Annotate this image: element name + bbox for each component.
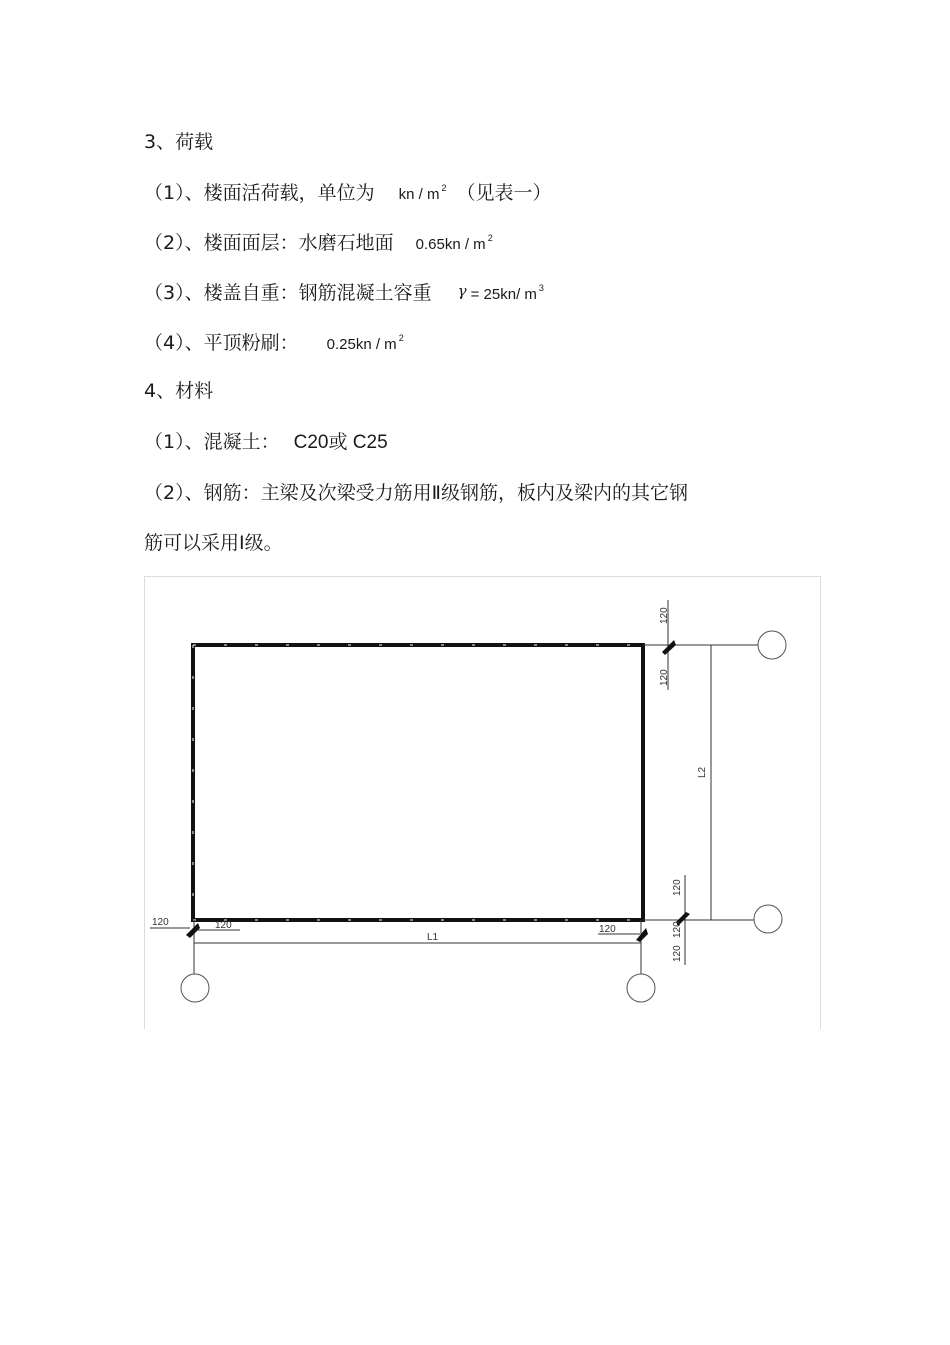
label-l2: L2 — [697, 766, 708, 778]
load-item-1-text: （1）、楼面活荷载，单位为 — [144, 182, 375, 204]
load-item-3-unit: = 25kn/ m — [470, 286, 537, 303]
load-item-4-unit: 0.25kn / m — [326, 336, 397, 353]
load-item-3-exp: 3 — [538, 283, 544, 293]
dimension-lines — [150, 600, 718, 965]
dim-bottom-right-lower-b: 120 — [672, 945, 683, 962]
axis-bubble-bottom-right — [754, 905, 782, 933]
axis-bubble-top-right — [758, 631, 786, 659]
dim-top-right-lower: 120 — [659, 669, 670, 686]
load-item-1-tail: （见表一） — [456, 182, 552, 204]
slab-outline — [193, 645, 643, 920]
dim-bottom-right-inner: 120 — [599, 924, 616, 935]
load-item-1-unit: kn / m — [398, 186, 440, 203]
dim-bottom-left-inner: 120 — [215, 920, 232, 931]
dim-bottom-right-lower-a: 120 — [672, 921, 683, 938]
dimension-ticks — [186, 640, 690, 942]
dim-top-right-upper: 120 — [659, 607, 670, 624]
section-4-heading: 4、材料 — [144, 380, 214, 402]
dimension-text — [152, 607, 708, 962]
label-l1: L1 — [427, 932, 439, 943]
material-item-2-line-2: 筋可以采用Ⅰ级。 — [144, 532, 283, 554]
load-item-2-exp: 2 — [487, 233, 493, 243]
material-item-1-value: C20或 C25 — [293, 432, 388, 453]
axis-bubble-bottom-mid — [627, 974, 655, 1002]
load-item-2-text: （2）、楼面面层：水磨石地面 — [144, 232, 394, 254]
material-item-2-line-1: （2）、钢筋：主梁及次梁受力筋用Ⅱ级钢筋，板内及梁内的其它钢 — [144, 482, 688, 504]
load-item-4-text: （4）、平顶粉刷： — [144, 332, 299, 354]
load-item-3-text: （3）、楼盖自重：钢筋混凝土容重 — [144, 282, 432, 304]
section-3-heading: 3、荷载 — [144, 131, 214, 153]
dim-bottom-right-upper: 120 — [672, 879, 683, 896]
load-item-2-unit: 0.65kn / m — [415, 236, 486, 253]
gamma-symbol: γ — [457, 282, 467, 300]
dim-bottom-left-outer: 120 — [152, 917, 169, 928]
load-item-1-exp: 2 — [441, 183, 447, 193]
load-item-4-exp: 2 — [398, 333, 404, 343]
material-item-1-text: （1）、混凝土： — [144, 431, 280, 453]
axis-bubbles — [181, 631, 786, 1002]
axis-bubble-bottom-left — [181, 974, 209, 1002]
